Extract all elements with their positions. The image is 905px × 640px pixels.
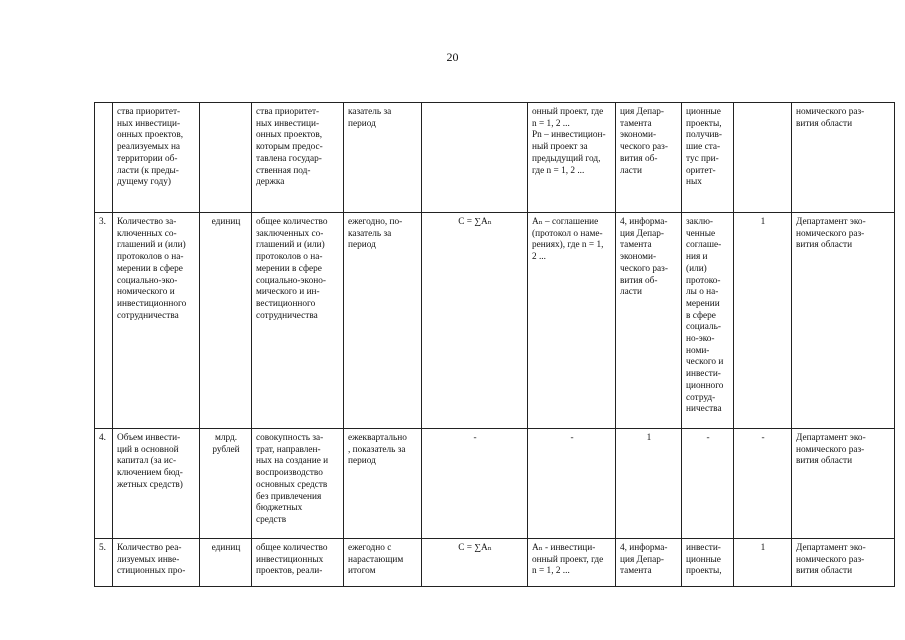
col9-cell: 1 [734, 213, 792, 429]
object-cell: инвести- ционные проекты, [682, 539, 734, 587]
formula-cell: - [422, 429, 528, 539]
indicator-name: Количество за- ключенных со- глашений и (или) протоколов о на- мерении в сфере социально-эко- номического и инвестиционного сотрудничества [113, 213, 200, 429]
unit-cell [200, 103, 252, 213]
object-cell: ционные проекты, получив- шие ста- тус при- оритет- ных [682, 103, 734, 213]
formula-cell: C = ∑Aₙ [422, 213, 528, 429]
indicator-name: ства приоритет- ных инвестици- онных проектов, реализуемых на территории об- ласти (к преды- дущему году) [113, 103, 200, 213]
indicator-name: Объем инвести- ций в основной капитал (за ис- ключением бюд- жетных средств) [113, 429, 200, 539]
period-cell: ежегодно с нарастающим итогом [344, 539, 422, 587]
unit-cell: млрд. рублей [200, 429, 252, 539]
col9-cell: - [734, 429, 792, 539]
page-number: 20 [446, 50, 459, 64]
unit-cell: единиц [200, 213, 252, 429]
col9-cell: 1 [734, 539, 792, 587]
row-number [95, 103, 113, 213]
responsible-cell: Департамент эко- номического раз- вития области [792, 213, 895, 429]
variables-cell: Aₙ - инвестици- онный проект, где n = 1, 2 ... [528, 539, 616, 587]
responsible-cell: Департамент эко- номического раз- вития области [792, 429, 895, 539]
col9-cell [734, 103, 792, 213]
variables-cell: - [528, 429, 616, 539]
formula-cell [422, 103, 528, 213]
formula-cell: C = ∑Aₙ [422, 539, 528, 587]
responsible-cell: номического раз- вития области [792, 103, 895, 213]
indicator-name: Количество реа- лизуемых инве- стиционных про- [113, 539, 200, 587]
unit-cell: единиц [200, 539, 252, 587]
row-number: 5. [95, 539, 113, 587]
responsible-cell: Департамент эко- номического раз- вития области [792, 539, 895, 587]
method-cell: 4, информа- ция Депар- тамента экономи- ческого раз- вития об- ласти [616, 213, 682, 429]
row-number: 3. [95, 213, 113, 429]
period-cell: ежеквартально , показатель за период [344, 429, 422, 539]
table-row [95, 213, 895, 429]
variables-cell: онный проект, где n = 1, 2 ... Pn – инвестицион- ный проект за предыдущий год, где n = 1, 2 ... [528, 103, 616, 213]
method-cell: 4, информа- ция Депар- тамента [616, 539, 682, 587]
method-cell: ция Депар- тамента экономи- ческого раз- вития об- ласти [616, 103, 682, 213]
definition-cell: ства приоритет- ных инвестици- онных проектов, которым предос- тавлена государ- ственная под- держка [252, 103, 344, 213]
object-cell: - [682, 429, 734, 539]
indicators-table [94, 102, 895, 587]
method-cell: 1 [616, 429, 682, 539]
table-row [95, 103, 895, 213]
definition-cell: общее количество инвестиционных проектов, реали- [252, 539, 344, 587]
table-row [95, 539, 895, 587]
period-cell: ежегодно, по- казатель за период [344, 213, 422, 429]
table-row [95, 429, 895, 539]
period-cell: казатель за период [344, 103, 422, 213]
definition-cell: общее количество заключенных со- глашений и (или) протоколов о на- мерении в сфере социально-эконо- мического и ин- вестиционного сотрудничества [252, 213, 344, 429]
row-number: 4. [95, 429, 113, 539]
object-cell: заклю- ченные соглаше- ния и (или) протоко- лы о на- мерении в сфере социаль- но-эко- номи- ческого и инвести- ционного сотруд- ничества [682, 213, 734, 429]
variables-cell: Aₙ – соглашение (протокол о наме- рениях), где n = 1, 2 ... [528, 213, 616, 429]
definition-cell: совокупность за- трат, направлен- ных на создание и воспроизводство основных средств без привлечения бюджетных средств [252, 429, 344, 539]
